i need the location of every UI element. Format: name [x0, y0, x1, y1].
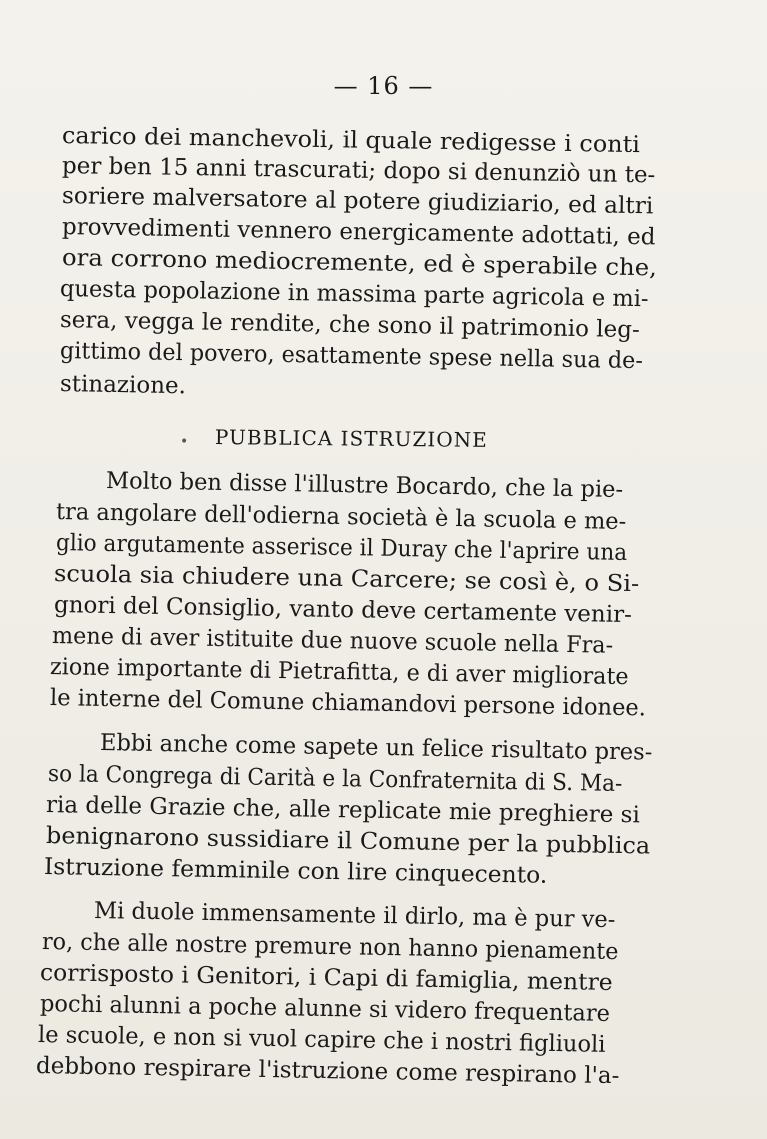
text-line: questa popolazione in massima parte agricola e mi-: [59, 276, 649, 313]
text-line: stinazione.: [59, 371, 187, 400]
text-line: scuola sia chiudere una Carcere; se così è, o Si-: [53, 561, 640, 598]
text-line: corrisposto i Genitori, i Capi di famiglia, mentre: [39, 960, 613, 996]
text-line: benignarono sussidiare il Comune per la pubblica: [45, 823, 651, 860]
text-line: gnori del Consiglio, vanto deve certamente venir-: [53, 592, 633, 629]
text-line: ria delle Grazie che, alle replicate mie preghiere si: [45, 792, 641, 829]
stray-mark: •: [180, 434, 189, 450]
text-line: gittimo del povero, esattamente spese nella sua de-: [59, 338, 644, 375]
text-line: ora corrono mediocremente, ed è sperabile che,: [61, 245, 658, 282]
text-line: per ben 15 anni trascurati; dopo si denunziò un te-: [61, 153, 656, 189]
text-line: ro, che alle nostre premure non hanno pienamente: [41, 929, 619, 966]
text-line: le scuole, e non si vuol capire che i nostri figliuoli: [37, 1022, 606, 1058]
text-line: soriere malversatore al potere giudiziario, ed altri: [61, 183, 654, 220]
section-heading: PUBBLICA ISTRUZIONE: [214, 425, 488, 452]
text-line: le interne del Comune chiamandovi persone idonee.: [49, 685, 647, 722]
page-number: — 16 —: [333, 72, 434, 100]
text-line: glio argutamente asserisce il Duray che l'aprire una: [55, 530, 628, 566]
text-line: mene di aver istituite due nuove scuole nella Fra-: [51, 623, 614, 659]
text-line: tra angolare dell'odierna società è la scuola e me-: [55, 499, 627, 535]
text-line: pochi alunni a poche alunne si videro frequentare: [39, 991, 611, 1027]
text-line: debbono respirare l'istruzione come respirano l'a-: [35, 1053, 620, 1090]
text-line: sera, vegga le rendite, che sono il patrimonio leg-: [59, 307, 640, 344]
text-line: carico dei manchevoli, il quale redigesse i conti: [61, 123, 641, 159]
text-line: so la Congrega di Carità e la Confraternita di S. Ma-: [47, 761, 623, 798]
text-line: Ebbi anche come sapete un felice risultato pres-: [99, 730, 653, 766]
text-line: zione importante di Pietrafitta, e di aver migliorate: [49, 654, 629, 691]
text-line: Molto ben disse l'illustre Bocardo, che la pie-: [105, 468, 624, 504]
text-line: provvedimenti vennero energicamente adottati, ed: [61, 214, 656, 251]
text-line: Mi duole immensamente il dirlo, ma è pur ve-: [93, 898, 616, 934]
text-line: Istruzione femminile con lire cinquecento.: [43, 854, 548, 889]
